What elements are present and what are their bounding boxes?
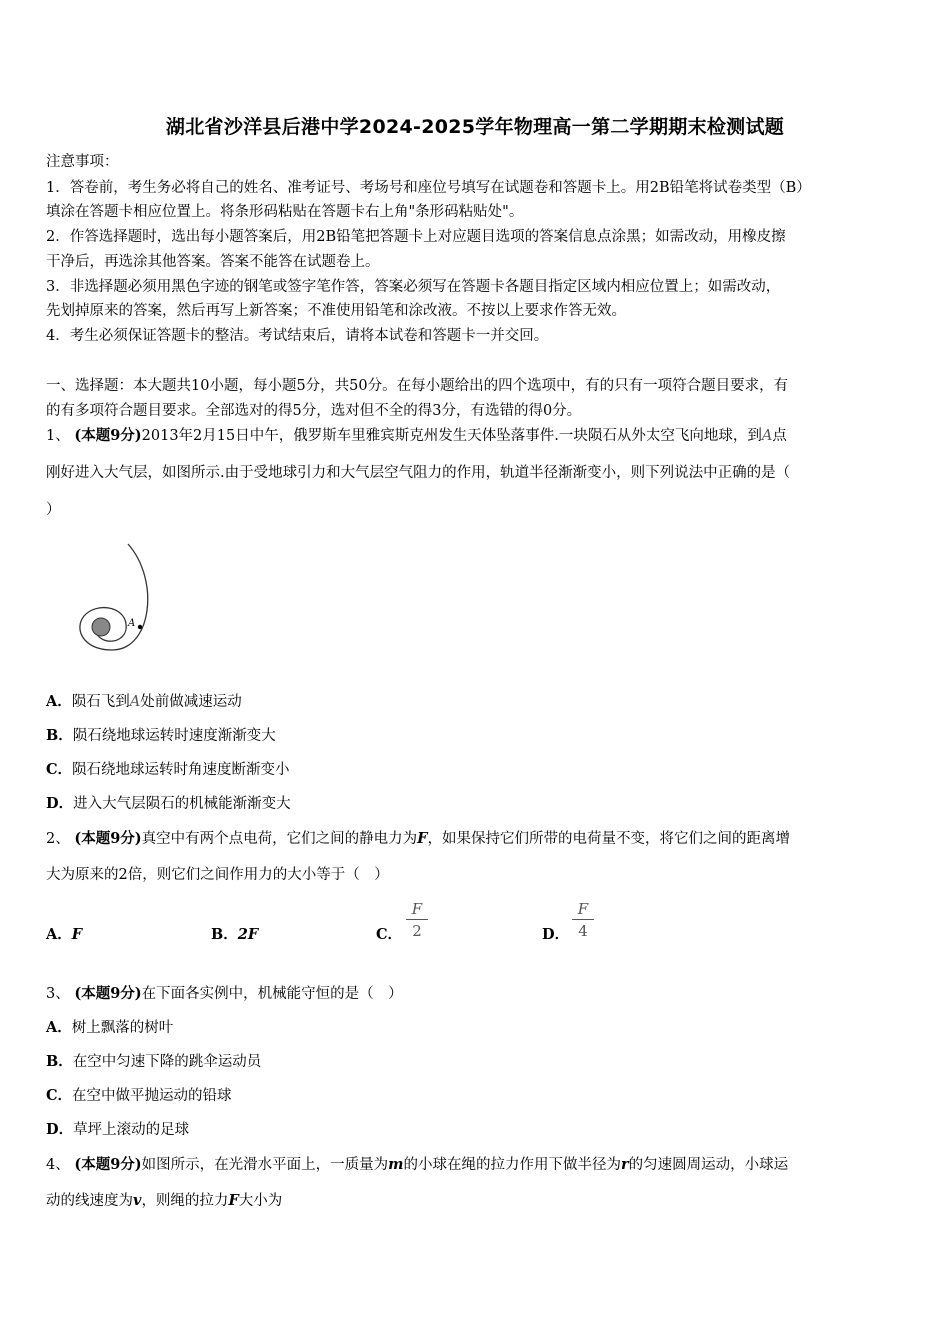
q1-option-d <box>46 794 291 814</box>
notice-line: 先划掉原来的答案，然后再写上新答案；不准使用铅笔和涂改液。不按以上要求作答无效。 <box>46 303 626 319</box>
option-text: 陨石飞到 <box>71 694 130 710</box>
fraction-numerator: F <box>411 900 423 918</box>
question-3-line-1 <box>46 984 403 1004</box>
earth-circle <box>92 618 110 636</box>
question-text: 的小球在绳的拉力作用下做半径为 <box>403 1157 621 1173</box>
question-text: 2013年2月15日中午，俄罗斯车里雅宾斯克州发生天体坠落事件.一块陨石从外太空飞向地球，到 <box>141 428 762 444</box>
notice-line: 4．考生必须保证答题卡的整洁。考试结束后，请将本试卷和答题卡一并交回。 <box>46 328 549 344</box>
q3-option-b <box>46 1052 261 1072</box>
notice-line: 1．答卷前，考生务必将自己的姓名、准考证号、考场号和座位号填写在试题卷和答题卡上。用2B铅笔将试卷类型（B） <box>46 180 811 196</box>
question-1-line-3: ） <box>46 502 61 518</box>
point-a-label: A <box>128 618 136 629</box>
question-text: 在下面各实例中，机械能守恒的是（ ） <box>141 986 403 1002</box>
question-text: 点 <box>772 428 787 444</box>
option-text: 在空中匀速下降的跳伞运动员 <box>72 1054 262 1070</box>
q1-option-a <box>46 692 242 712</box>
notice-line: 干净后，再选涂其他答案。答案不能答在试题卷上。 <box>46 254 380 270</box>
spiral-orbit <box>80 544 148 650</box>
question-2-line-2: 大为原来的2倍，则它们之间作用力的大小等于（ ） <box>46 867 389 883</box>
point-label: A <box>129 694 141 710</box>
section-intro: 一、选择题：本大题共10小题，每小题5分，共50分。在每小题给出的四个选项中，有的只有一项符合题目要求，有 <box>46 378 789 394</box>
notice-line: 2．作答选择题时，选出每小题答案后，用2B铅笔把答题卡上对应题目选项的答案信息点涂黑；如需改动，用橡皮擦 <box>46 229 786 245</box>
variable-v: v <box>133 1192 142 1209</box>
q2-option-c <box>376 925 402 945</box>
question-text: 真空中有两个点电荷，它们之间的静电力为 <box>141 831 418 847</box>
question-1-line-1 <box>46 426 787 446</box>
meteorite-orbit-figure <box>70 540 170 665</box>
fraction-f-over-4 <box>572 900 594 940</box>
q2-option-d <box>542 925 569 945</box>
option-key: D． <box>542 926 570 943</box>
option-key: A． <box>46 693 72 710</box>
question-2-line-1 <box>46 829 790 849</box>
question-score: (本题9分) <box>74 1156 142 1173</box>
fraction-denominator: 2 <box>412 922 422 940</box>
question-number: 4、 <box>46 1157 70 1173</box>
fraction-f-over-2 <box>406 900 428 940</box>
q2-option-b <box>211 925 258 945</box>
question-score: (本题9分) <box>74 830 142 847</box>
option-text: 草坪上滚动的足球 <box>73 1122 190 1138</box>
q2-option-a <box>46 925 82 945</box>
page-title: 湖北省沙洋县后港中学2024-2025学年物理高一第二学期期末检测试题 <box>165 116 785 138</box>
option-text: F <box>71 926 83 943</box>
notice-heading: 注意事项： <box>46 154 119 170</box>
option-key: A． <box>46 1019 72 1036</box>
question-text: 如图所示，在光滑水平面上，一质量为 <box>141 1157 389 1173</box>
section-intro: 的有多项符合题目要求。全部选对的得5分，选对但不全的得3分，有选错的得0分。 <box>46 403 582 419</box>
option-key: D． <box>46 795 74 812</box>
option-text: 处前做减速运动 <box>140 694 242 710</box>
question-number: 3、 <box>46 986 70 1002</box>
option-text: 进入大气层陨石的机械能渐渐变大 <box>73 796 291 812</box>
option-text: 树上飘落的树叶 <box>71 1020 174 1036</box>
option-text: 在空中做平抛运动的铅球 <box>72 1088 232 1104</box>
notice-line: 3．非选择题必须用黑色字迹的钢笔或签字笔作答，答案必须写在答题卡各题目指定区域内相应位置上；如需改动， <box>46 279 781 295</box>
question-text: ，如果保持它们所带的电荷量不变，将它们之间的距离增 <box>427 831 790 847</box>
question-number: 1、 <box>46 428 70 444</box>
option-key: B． <box>46 727 73 744</box>
option-key: A． <box>46 926 72 943</box>
question-number: 2、 <box>46 831 70 847</box>
option-key: D． <box>46 1121 74 1138</box>
question-text: 的匀速圆周运动，小球运 <box>628 1157 789 1173</box>
q3-option-a <box>46 1018 173 1038</box>
option-key: B． <box>211 926 238 943</box>
point-a-dot <box>138 625 142 629</box>
option-key: C． <box>376 926 403 943</box>
question-score: (本题9分) <box>74 985 142 1002</box>
q1-option-b <box>46 726 276 746</box>
fraction-denominator: 4 <box>578 922 588 940</box>
option-text: 陨石绕地球运转时角速度断渐变小 <box>72 762 290 778</box>
variable-f: F <box>228 1192 239 1209</box>
variable-m: m <box>388 1156 404 1173</box>
fraction-bar <box>406 919 428 920</box>
q1-option-c <box>46 760 290 780</box>
question-4-line-2 <box>46 1191 282 1211</box>
option-key: C． <box>46 1087 73 1104</box>
notice-line: 填涂在答题卡相应位置上。将条形码粘贴在答题卡右上角"条形码粘贴处"。 <box>46 204 524 220</box>
variable-r: r <box>621 1156 629 1173</box>
option-text: 2F <box>237 926 259 943</box>
point-label: A <box>761 428 773 444</box>
q3-option-c <box>46 1086 232 1106</box>
question-text: ，则绳的拉力 <box>141 1193 229 1209</box>
option-text: 陨石绕地球运转时速度渐渐变大 <box>72 728 276 744</box>
variable-f: F <box>417 830 428 847</box>
question-score: (本题9分) <box>74 427 142 444</box>
question-4-line-1 <box>46 1155 788 1175</box>
fraction-bar <box>572 919 594 920</box>
question-1-line-2: 刚好进入大气层，如图所示.由于受地球引力和大气层空气阻力的作用，轨道半径渐渐变小，则下列说法中正确的是（ <box>46 465 791 481</box>
orbit-diagram <box>70 540 170 665</box>
question-text: 动的线速度为 <box>46 1193 133 1209</box>
fraction-numerator: F <box>577 900 589 918</box>
option-key: C． <box>46 761 73 778</box>
q3-option-d <box>46 1120 189 1140</box>
option-key: B． <box>46 1053 73 1070</box>
question-text: 大小为 <box>238 1193 283 1209</box>
